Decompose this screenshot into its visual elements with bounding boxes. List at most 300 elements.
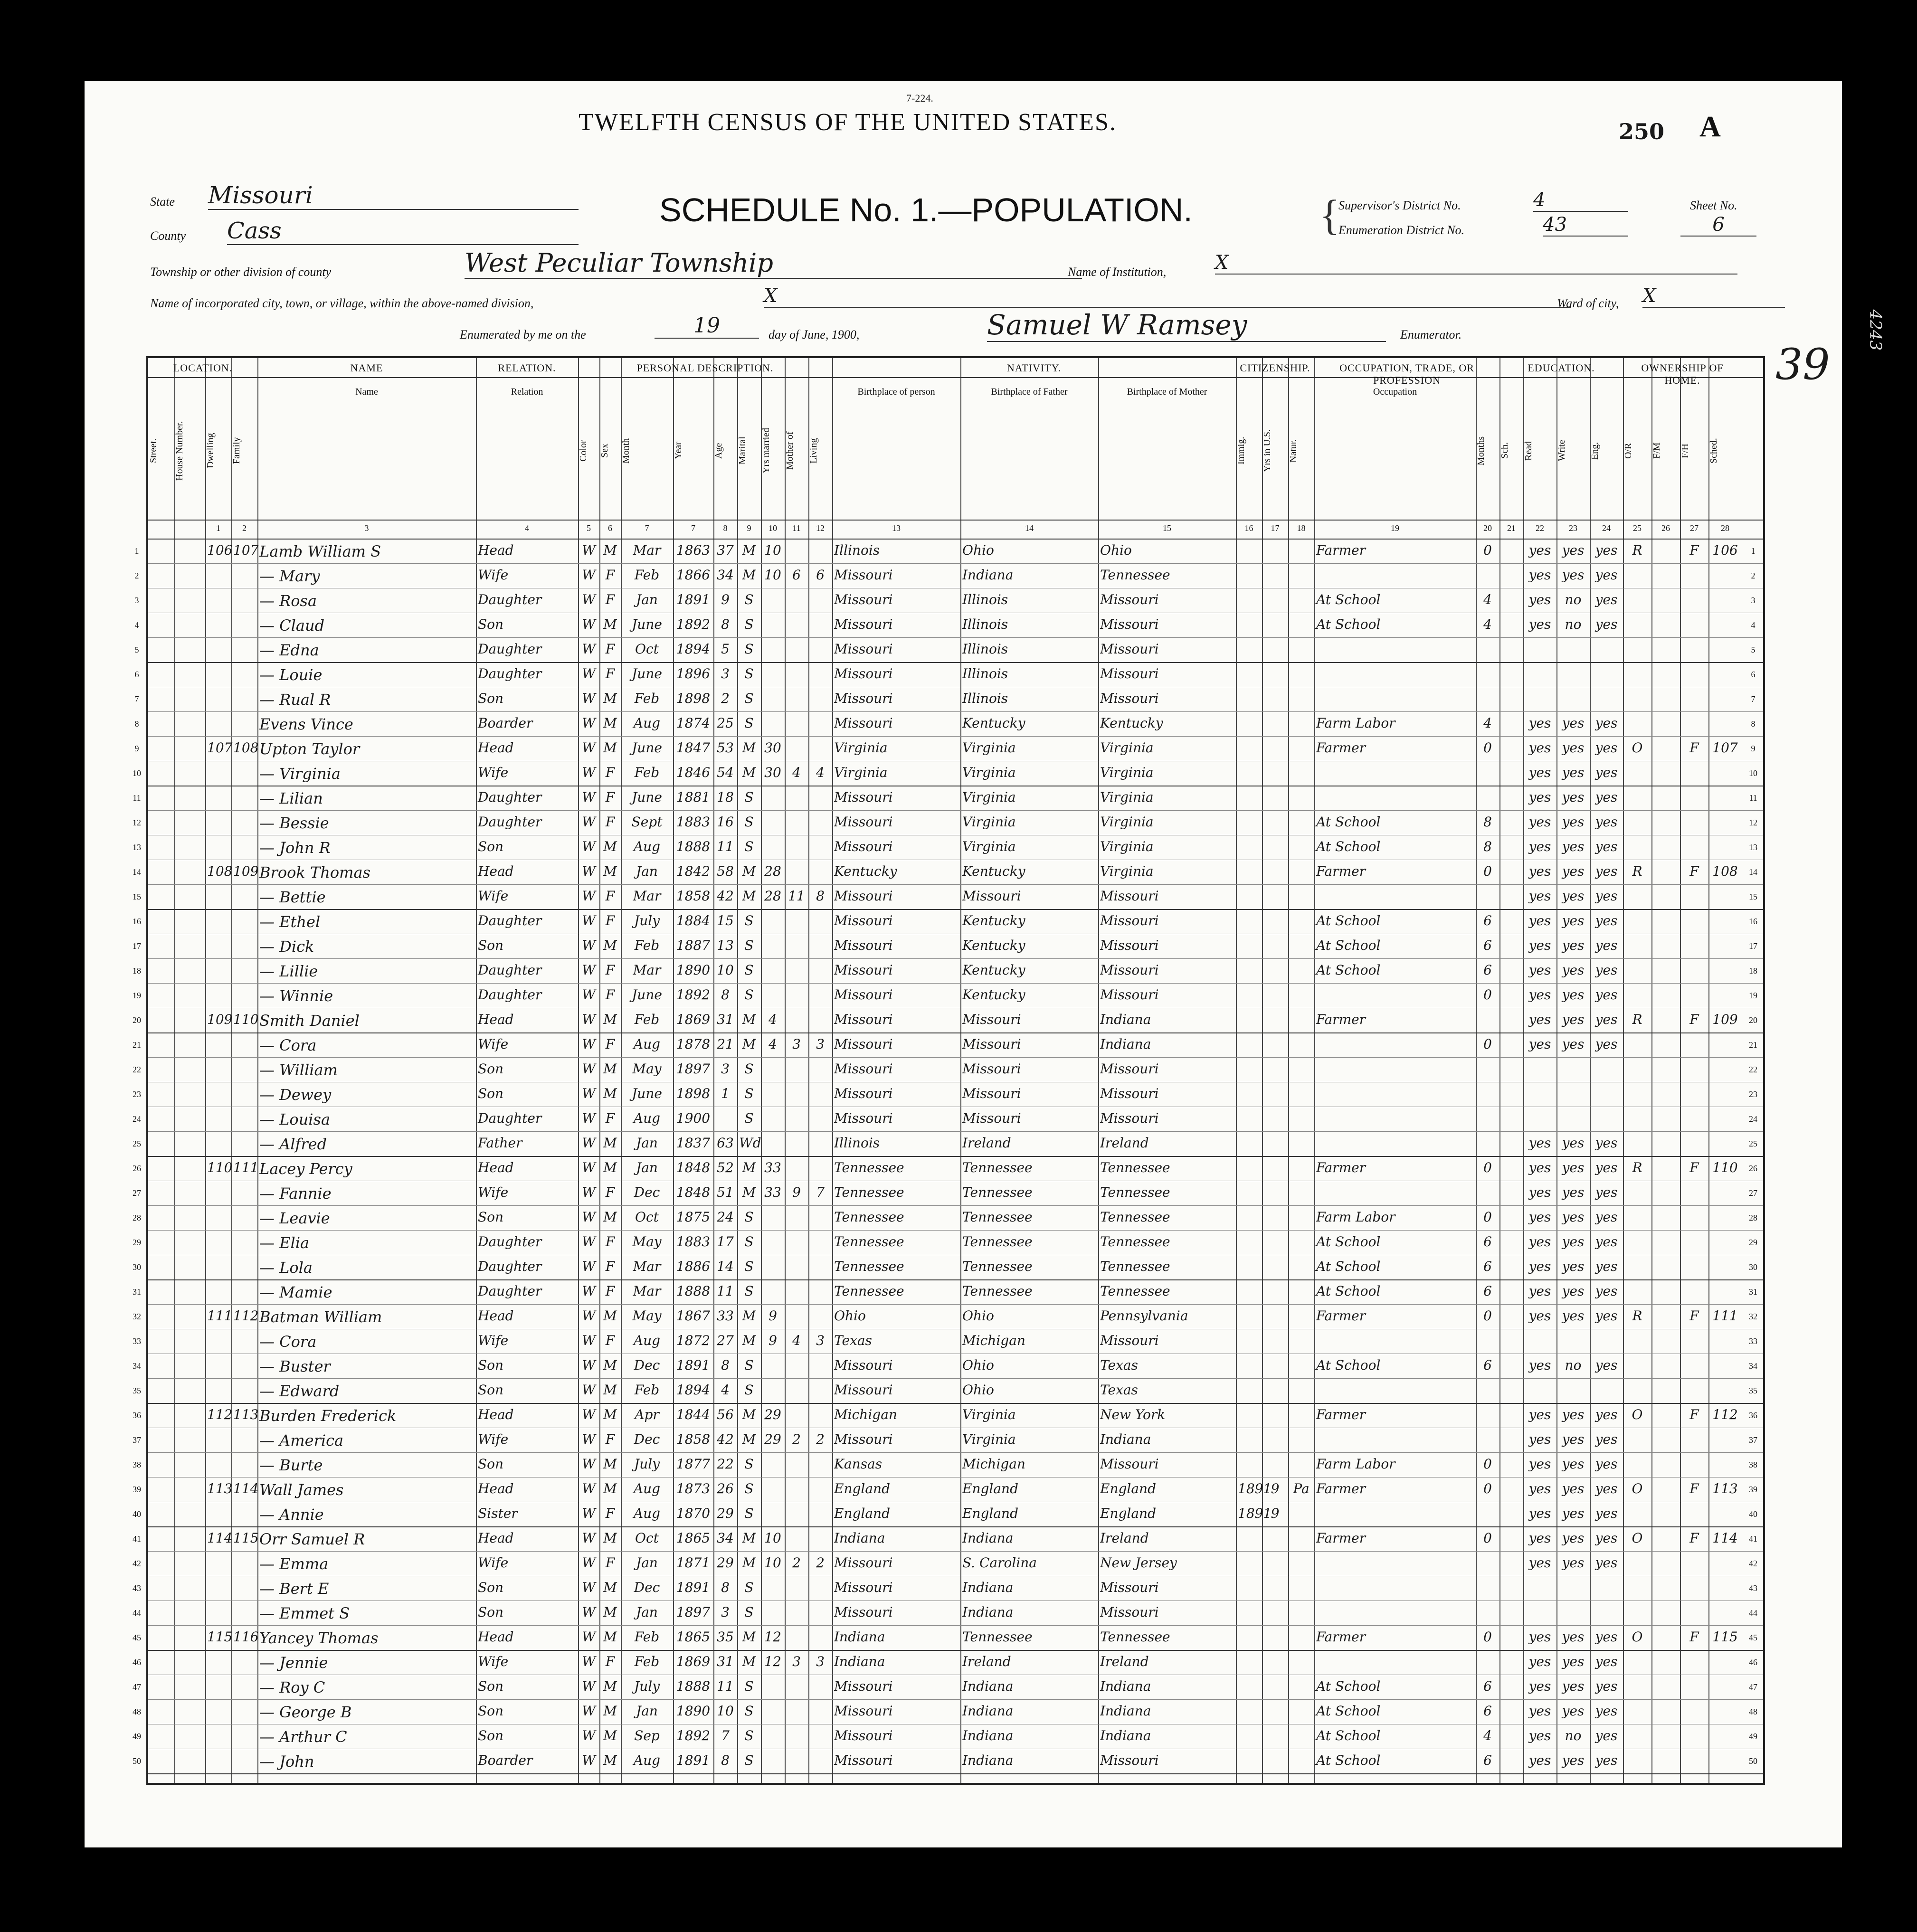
cell-occ: Farmer bbox=[1316, 1481, 1366, 1496]
row-number: 10 bbox=[133, 768, 141, 778]
census-title: TWELFTH CENSUS OF THE UNITED STATES. bbox=[579, 109, 1117, 136]
cell-eng: yes bbox=[1595, 839, 1618, 854]
cell-year: 1842 bbox=[676, 863, 711, 879]
cell-sex: M bbox=[603, 1382, 617, 1398]
cell-months: 4 bbox=[1483, 592, 1492, 607]
cell-rel: Son bbox=[478, 1678, 504, 1694]
cell-months: 8 bbox=[1483, 839, 1492, 854]
cell-bp: Missouri bbox=[834, 616, 893, 632]
cell-mbp: Texas bbox=[1100, 1357, 1138, 1373]
cell-month: May bbox=[632, 1308, 662, 1324]
cell-age: 11 bbox=[717, 1678, 734, 1694]
enumerator-label: Enumerator. bbox=[1400, 328, 1462, 341]
cell-mbp: Missouri bbox=[1100, 962, 1159, 978]
cell-write: yes bbox=[1562, 814, 1585, 830]
cell-write: yes bbox=[1562, 1431, 1585, 1447]
cell-month: Jan bbox=[636, 1703, 658, 1719]
cell-month: June bbox=[632, 616, 662, 632]
cell-rel: Boarder bbox=[478, 1752, 533, 1768]
column-header: Sch. bbox=[1499, 442, 1510, 459]
cell-write: yes bbox=[1562, 962, 1585, 978]
cell-read: yes bbox=[1528, 962, 1551, 978]
cell-sex: F bbox=[605, 1259, 615, 1274]
cell-mbp: England bbox=[1100, 1506, 1157, 1521]
cell-bp: Missouri bbox=[834, 1752, 893, 1768]
cell-months: 6 bbox=[1483, 1283, 1492, 1299]
cell-rel: Son bbox=[478, 1604, 504, 1620]
cell-mar: S bbox=[744, 789, 754, 805]
column-number: 27 bbox=[1690, 523, 1699, 533]
cell-year: 1871 bbox=[676, 1555, 711, 1571]
cell-write: yes bbox=[1562, 1703, 1585, 1719]
cell-color: W bbox=[582, 1036, 596, 1052]
cell-mar: S bbox=[744, 1703, 754, 1719]
cell-write: yes bbox=[1562, 1654, 1585, 1669]
cell-eng: yes bbox=[1595, 1357, 1618, 1373]
cell-occ: At School bbox=[1316, 1728, 1381, 1743]
cell-mar: S bbox=[744, 1259, 754, 1274]
cell-read: yes bbox=[1528, 1259, 1551, 1274]
cell-months: 0 bbox=[1483, 987, 1492, 1003]
cell-farm: F bbox=[1689, 1012, 1699, 1027]
row-divider bbox=[148, 810, 1763, 811]
cell-eng: yes bbox=[1595, 1703, 1618, 1719]
township-value: West Peculiar Township bbox=[465, 248, 1082, 279]
cell-months: 0 bbox=[1483, 1209, 1492, 1225]
row-divider bbox=[148, 1526, 1763, 1527]
cell-occ: Farmer bbox=[1316, 1308, 1366, 1324]
cell-write: yes bbox=[1562, 1629, 1585, 1645]
cell-rel: Son bbox=[478, 1456, 504, 1472]
cell-age: 11 bbox=[717, 839, 734, 854]
cell-name: Upton Taylor bbox=[259, 740, 360, 758]
column-divider bbox=[737, 358, 738, 1783]
cell-year: 1867 bbox=[676, 1308, 711, 1324]
row-number: 4 bbox=[134, 620, 139, 630]
cell-sex: F bbox=[605, 814, 615, 830]
enum-district-label: Enumeration District No. bbox=[1338, 223, 1465, 237]
cell-age: 35 bbox=[717, 1629, 734, 1645]
cell-yus: 9 bbox=[1271, 1506, 1280, 1521]
cell-yrs: 10 bbox=[764, 1530, 781, 1546]
cell-month: Mar bbox=[633, 962, 661, 978]
cell-fbp: Missouri bbox=[962, 1036, 1021, 1052]
cell-fam: 113 bbox=[233, 1407, 259, 1422]
column-header: Month bbox=[621, 438, 631, 464]
row-number: 40 bbox=[1749, 1509, 1757, 1519]
cell-mbp: Tennessee bbox=[1100, 1209, 1170, 1225]
cell-bp: Virginia bbox=[834, 740, 888, 756]
cell-mar: S bbox=[744, 1382, 754, 1398]
cell-name: Lacey Percy bbox=[259, 1160, 352, 1178]
cell-color: W bbox=[582, 962, 596, 978]
cell-yrs: 33 bbox=[764, 1184, 781, 1200]
cell-month: Jan bbox=[636, 1160, 658, 1175]
row-divider bbox=[148, 958, 1763, 959]
column-header: Year bbox=[673, 442, 683, 460]
cell-fam: 112 bbox=[233, 1308, 259, 1324]
row-number: 7 bbox=[134, 694, 139, 704]
cell-year: 1875 bbox=[676, 1209, 711, 1225]
column-number: 4 bbox=[525, 523, 529, 533]
cell-age: 2 bbox=[721, 691, 730, 706]
cell-sex: F bbox=[605, 1110, 615, 1126]
cell-color: W bbox=[582, 765, 596, 780]
cell-occ: Farm Labor bbox=[1316, 1456, 1395, 1472]
cell-year: 1894 bbox=[676, 1382, 711, 1398]
cell-read: yes bbox=[1528, 1431, 1551, 1447]
cell-read: yes bbox=[1528, 1308, 1551, 1324]
cell-month: Jan bbox=[636, 592, 658, 607]
cell-age: 42 bbox=[717, 1431, 734, 1447]
cell-color: W bbox=[582, 1431, 596, 1447]
cell-fam: 115 bbox=[233, 1530, 259, 1546]
row-divider bbox=[148, 1625, 1763, 1626]
cell-sex: F bbox=[605, 1283, 615, 1299]
cell-write: yes bbox=[1562, 1160, 1585, 1175]
cell-sex: F bbox=[605, 987, 615, 1003]
cell-bp: Indiana bbox=[834, 1654, 885, 1669]
column-header: Sched. bbox=[1708, 438, 1719, 464]
column-number: 16 bbox=[1244, 523, 1253, 533]
column-number: 9 bbox=[747, 523, 751, 533]
cell-eng: yes bbox=[1595, 863, 1618, 879]
cell-rel: Wife bbox=[478, 1431, 509, 1447]
cell-write: yes bbox=[1562, 1456, 1585, 1472]
cell-read: yes bbox=[1528, 1184, 1551, 1200]
cell-read: yes bbox=[1528, 1506, 1551, 1521]
cell-dw: 113 bbox=[207, 1481, 233, 1496]
cell-age: 54 bbox=[717, 765, 734, 780]
cell-yrs: 9 bbox=[769, 1333, 777, 1348]
row-number: 43 bbox=[1749, 1583, 1757, 1593]
row-divider bbox=[148, 1773, 1763, 1774]
cell-sex: M bbox=[603, 1209, 617, 1225]
column-header: Months bbox=[1476, 436, 1486, 465]
cell-year: 1891 bbox=[676, 1752, 711, 1768]
cell-months: 0 bbox=[1483, 1036, 1492, 1052]
cell-age: 31 bbox=[717, 1012, 734, 1027]
cell-read: yes bbox=[1528, 1407, 1551, 1422]
page-letter: A bbox=[1699, 111, 1721, 143]
cell-fbp: Tennessee bbox=[962, 1629, 1033, 1645]
cell-mbp: Missouri bbox=[1100, 616, 1159, 632]
cell-yrs: 10 bbox=[764, 1555, 781, 1571]
cell-rel: Daughter bbox=[478, 1283, 542, 1299]
cell-mar: M bbox=[742, 863, 756, 879]
cell-month: Feb bbox=[634, 1012, 660, 1027]
column-divider bbox=[1651, 358, 1652, 1783]
cell-bp: Missouri bbox=[834, 691, 893, 706]
row-number: 2 bbox=[134, 571, 139, 580]
cell-age: 22 bbox=[717, 1456, 734, 1472]
cell-own: R bbox=[1632, 1308, 1642, 1324]
row-divider bbox=[148, 1403, 1763, 1404]
cell-color: W bbox=[582, 987, 596, 1003]
cell-dw: 107 bbox=[207, 740, 233, 756]
cell-yrs: 9 bbox=[769, 1308, 777, 1324]
cell-name: Brook Thomas bbox=[259, 863, 370, 881]
sheet-label: Sheet No. bbox=[1690, 199, 1737, 212]
cell-months: 4 bbox=[1483, 715, 1492, 731]
cell-bp: Missouri bbox=[834, 938, 893, 953]
cell-rel: Father bbox=[478, 1135, 522, 1151]
cell-sex: M bbox=[603, 1160, 617, 1175]
cell-months: 6 bbox=[1483, 1752, 1492, 1768]
row-number: 38 bbox=[133, 1460, 141, 1469]
cell-months: 6 bbox=[1483, 1259, 1492, 1274]
cell-bp: England bbox=[834, 1506, 891, 1521]
population-table bbox=[133, 356, 1765, 1785]
row-number: 33 bbox=[133, 1336, 141, 1346]
cell-age: 8 bbox=[721, 1357, 730, 1373]
row-divider bbox=[148, 1551, 1763, 1552]
cell-bp: Missouri bbox=[834, 987, 893, 1003]
cell-write: yes bbox=[1562, 1209, 1585, 1225]
cell-rel: Wife bbox=[478, 1184, 509, 1200]
cell-moc: 3 bbox=[792, 1654, 801, 1669]
cell-age: 3 bbox=[721, 666, 730, 682]
cell-fbp: Ohio bbox=[962, 1308, 994, 1324]
cell-liv: 4 bbox=[816, 765, 825, 780]
cell-sex: M bbox=[603, 1481, 617, 1496]
cell-year: 1881 bbox=[676, 789, 711, 805]
cell-year: 1897 bbox=[676, 1061, 711, 1077]
row-number: 10 bbox=[1749, 768, 1757, 778]
township-label: Township or other division of county bbox=[150, 265, 332, 279]
cell-year: 1847 bbox=[676, 740, 711, 756]
cell-age: 13 bbox=[717, 938, 734, 953]
cell-mar: M bbox=[742, 1012, 756, 1027]
cell-fbp: Ireland bbox=[962, 1654, 1011, 1669]
cell-mar: S bbox=[744, 913, 754, 928]
cell-months: 6 bbox=[1483, 1357, 1492, 1373]
cell-mar: S bbox=[744, 1481, 754, 1496]
cell-age: 34 bbox=[717, 1530, 734, 1546]
row-number: 36 bbox=[133, 1411, 141, 1420]
cell-name: — George B bbox=[259, 1703, 352, 1721]
cell-rel: Boarder bbox=[478, 715, 533, 731]
cell-sched: 113 bbox=[1712, 1481, 1738, 1496]
cell-mar: M bbox=[742, 1184, 756, 1200]
row-number: 16 bbox=[1749, 917, 1757, 926]
cell-read: yes bbox=[1528, 616, 1551, 632]
cell-color: W bbox=[582, 1530, 596, 1546]
cell-mar: M bbox=[742, 1431, 756, 1447]
column-group-header: NATIVITY. bbox=[1006, 362, 1062, 374]
cell-mar: M bbox=[742, 1308, 756, 1324]
row-number: 25 bbox=[1749, 1139, 1757, 1148]
cell-year: 1837 bbox=[676, 1135, 711, 1151]
cell-read: yes bbox=[1528, 1357, 1551, 1373]
row-number: 22 bbox=[133, 1065, 141, 1074]
cell-mbp: Missouri bbox=[1100, 1110, 1159, 1126]
cell-age: 16 bbox=[717, 814, 734, 830]
cell-read: yes bbox=[1528, 863, 1551, 879]
cell-name: — Alfred bbox=[259, 1135, 327, 1153]
incorporated-label: Name of incorporated city, town, or village, within the above-named division, bbox=[150, 296, 534, 310]
state-value: Missouri bbox=[208, 181, 579, 210]
cell-write: yes bbox=[1562, 1678, 1585, 1694]
column-number: 7 bbox=[691, 523, 695, 533]
cell-month: Dec bbox=[634, 1357, 660, 1373]
cell-occ: Farmer bbox=[1316, 1530, 1366, 1546]
cell-write: yes bbox=[1562, 542, 1585, 558]
cell-rel: Wife bbox=[478, 567, 509, 583]
cell-mar: M bbox=[742, 542, 756, 558]
cell-color: W bbox=[582, 814, 596, 830]
row-number: 28 bbox=[1749, 1213, 1757, 1222]
cell-age: 1 bbox=[721, 1086, 730, 1101]
cell-age: 5 bbox=[721, 641, 730, 657]
cell-year: 1877 bbox=[676, 1456, 711, 1472]
cell-read: yes bbox=[1528, 839, 1551, 854]
cell-yrs: 33 bbox=[764, 1160, 781, 1175]
cell-mbp: New York bbox=[1100, 1407, 1166, 1422]
column-header: Dwelling bbox=[205, 433, 216, 469]
cell-month: Aug bbox=[633, 1110, 661, 1126]
cell-occ: At School bbox=[1316, 962, 1381, 978]
cell-sex: M bbox=[603, 1580, 617, 1595]
row-number: 17 bbox=[1749, 941, 1757, 951]
cell-age: 7 bbox=[721, 1728, 730, 1743]
cell-fbp: Kentucky bbox=[962, 913, 1025, 928]
cell-name: — Virginia bbox=[259, 765, 341, 783]
column-group-header: RELATION. bbox=[498, 362, 556, 374]
enumeration-day: 19 bbox=[655, 313, 759, 339]
cell-eng: yes bbox=[1595, 1160, 1618, 1175]
cell-months: 6 bbox=[1483, 1703, 1492, 1719]
cell-bp: Missouri bbox=[834, 1012, 893, 1027]
cell-year: 1886 bbox=[676, 1259, 711, 1274]
cell-write: yes bbox=[1562, 1036, 1585, 1052]
row-number: 3 bbox=[134, 596, 139, 605]
cell-year: 1888 bbox=[676, 1678, 711, 1694]
cell-occ: Farmer bbox=[1316, 740, 1366, 756]
cell-occ: At School bbox=[1316, 1678, 1381, 1694]
cell-sex: M bbox=[603, 1135, 617, 1151]
cell-mar: S bbox=[744, 1752, 754, 1768]
cell-rel: Son bbox=[478, 1357, 504, 1373]
cell-mar: S bbox=[744, 1234, 754, 1250]
cell-name: — Arthur C bbox=[259, 1728, 347, 1746]
cell-age: 21 bbox=[717, 1036, 734, 1052]
column-number: 6 bbox=[608, 523, 612, 533]
row-number: 39 bbox=[1749, 1485, 1757, 1494]
cell-farm: F bbox=[1689, 1629, 1699, 1645]
cell-rel: Daughter bbox=[478, 641, 542, 657]
cell-fbp: Virginia bbox=[962, 1407, 1016, 1422]
cell-farm: F bbox=[1689, 740, 1699, 756]
cell-age: 11 bbox=[717, 1283, 734, 1299]
column-number: 20 bbox=[1483, 523, 1492, 533]
cell-rel: Head bbox=[478, 1407, 514, 1422]
cell-sex: F bbox=[605, 765, 615, 780]
cell-color: W bbox=[582, 567, 596, 583]
cell-rel: Son bbox=[478, 839, 504, 854]
cell-bp: Missouri bbox=[834, 641, 893, 657]
column-divider bbox=[785, 358, 786, 1783]
column-divider bbox=[1523, 358, 1524, 1783]
cell-sched: 108 bbox=[1712, 863, 1738, 879]
cell-mbp: Indiana bbox=[1100, 1678, 1151, 1694]
cell-occ: At School bbox=[1316, 592, 1381, 607]
cell-name: — Rosa bbox=[259, 592, 317, 610]
cell-farm: F bbox=[1689, 542, 1699, 558]
cell-rel: Daughter bbox=[478, 814, 542, 830]
row-divider bbox=[148, 983, 1763, 984]
cell-rel: Son bbox=[478, 1086, 504, 1101]
column-divider bbox=[621, 358, 622, 1783]
column-group-header: OCCUPATION, TRADE, OR PROFESSION bbox=[1339, 362, 1474, 386]
row-number: 41 bbox=[133, 1534, 141, 1544]
column-number: 21 bbox=[1507, 523, 1516, 533]
cell-name: — Ethel bbox=[259, 913, 321, 931]
cell-own: R bbox=[1632, 542, 1642, 558]
cell-year: 1891 bbox=[676, 1357, 711, 1373]
cell-age: 37 bbox=[717, 542, 734, 558]
column-divider bbox=[1499, 358, 1500, 1783]
cell-mbp: Ireland bbox=[1100, 1530, 1149, 1546]
county-value: Cass bbox=[227, 218, 579, 245]
cell-moc: 6 bbox=[792, 567, 801, 583]
cell-occ: At School bbox=[1316, 1234, 1381, 1250]
cell-age: 63 bbox=[717, 1135, 734, 1151]
cell-year: 1846 bbox=[676, 765, 711, 780]
cell-fam: 111 bbox=[233, 1160, 259, 1175]
row-number: 1 bbox=[134, 546, 139, 556]
cell-year: 1870 bbox=[676, 1506, 711, 1521]
cell-read: yes bbox=[1528, 938, 1551, 953]
cell-mbp: Kentucky bbox=[1100, 715, 1163, 731]
column-number: 28 bbox=[1721, 523, 1729, 533]
row-number: 35 bbox=[1749, 1386, 1757, 1395]
cell-eng: yes bbox=[1595, 1678, 1618, 1694]
cell-fbp: Tennessee bbox=[962, 1184, 1033, 1200]
row-number: 42 bbox=[133, 1559, 141, 1568]
cell-rel: Head bbox=[478, 740, 514, 756]
cell-mbp: Missouri bbox=[1100, 1061, 1159, 1077]
cell-bp: Tennessee bbox=[834, 1160, 904, 1175]
column-header: Write bbox=[1556, 440, 1567, 462]
cell-name: — Cora bbox=[259, 1333, 317, 1351]
cell-month: July bbox=[634, 1456, 660, 1472]
cell-fbp: Virginia bbox=[962, 789, 1016, 805]
column-divider bbox=[257, 358, 258, 1783]
cell-months: 0 bbox=[1483, 1456, 1492, 1472]
row-divider bbox=[148, 884, 1763, 885]
cell-year: 1874 bbox=[676, 715, 711, 731]
sheet-number: 6 bbox=[1680, 214, 1756, 237]
cell-sex: M bbox=[603, 715, 617, 731]
cell-mar: S bbox=[744, 666, 754, 682]
cell-eng: yes bbox=[1595, 1407, 1618, 1422]
ward-label: Ward of city, bbox=[1557, 296, 1619, 310]
cell-mar: S bbox=[744, 1086, 754, 1101]
cell-occ: At School bbox=[1316, 839, 1381, 854]
cell-write: no bbox=[1565, 1728, 1582, 1743]
cell-yrs: 10 bbox=[764, 542, 781, 558]
row-number: 22 bbox=[1749, 1065, 1757, 1074]
column-divider bbox=[231, 358, 232, 1783]
cell-mar: S bbox=[744, 1357, 754, 1373]
cell-sched: 107 bbox=[1712, 740, 1738, 756]
cell-month: Jan bbox=[636, 1604, 658, 1620]
cell-year: 1848 bbox=[676, 1160, 711, 1175]
cell-name: — John bbox=[259, 1752, 314, 1771]
row-divider bbox=[148, 1131, 1763, 1132]
row-number: 15 bbox=[133, 892, 141, 901]
